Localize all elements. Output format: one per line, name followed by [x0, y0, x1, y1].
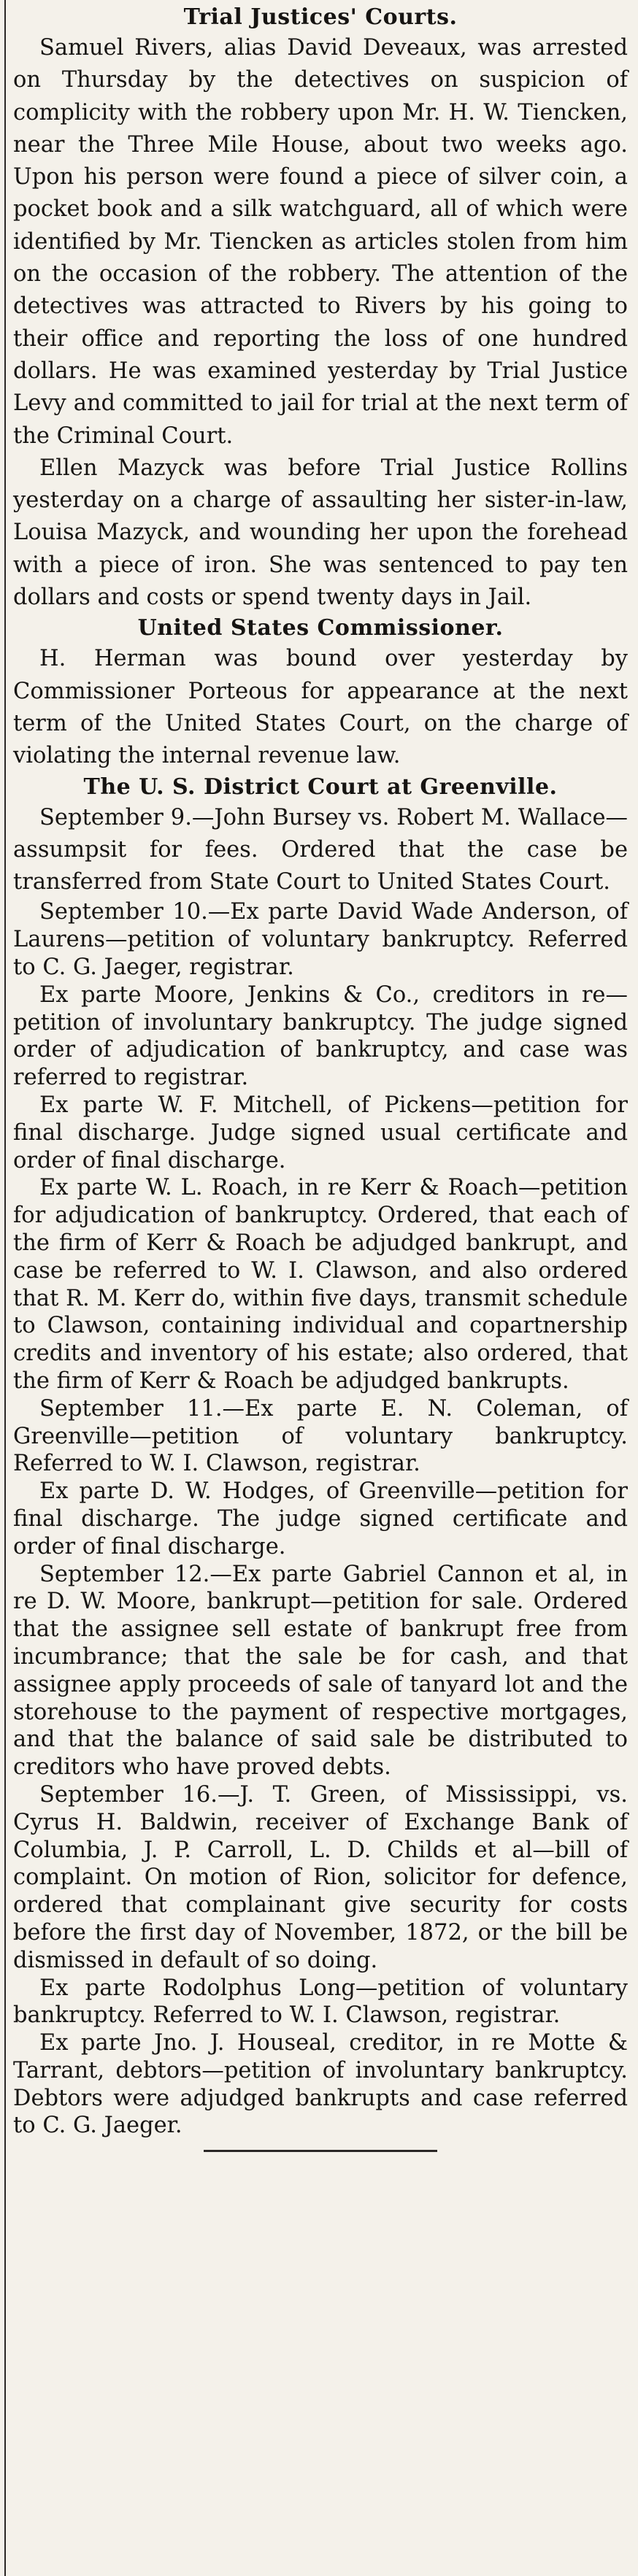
paragraph-september-16: September 16.—J. T. Green, of Mississippi, vs. Cyrus H. Baldwin, receiver of Exchange Bank of Columbia, J. P. Carroll, L. D. Childs et al—bill of complaint. On motion of Rion, solicitor for defence, ordered that complainant give security for costs before the first day of November, 1872, or the bill be dismissed in default of so doing.: [13, 1781, 628, 1973]
paragraph-roach: Ex parte W. L. Roach, in re Kerr & Roach—petition for adjudication of bankruptcy. Ordered, that each of the firm of Kerr & Roach be adjudged bankrupt, and case be referred to W. I. Clawson, and also ordered that R. M. Kerr do, within five days, transmit schedule to Clawson, containing individual and copartnership credits and inventory of his estate; also ordered, that the firm of Kerr & Roach be adjudged bankrupts.: [13, 1175, 628, 1394]
paragraph-september-10: September 10.—Ex parte David Wade Anderson, of Laurens—petition of voluntary bankruptcy. Referred to C. G. Jaeger, registrar.: [13, 899, 628, 981]
paragraph-september-9: September 9.—John Bursey vs. Robert M. Wallace—assumpsit for fees. Ordered that the case be transferred from State Court to United States Court.: [13, 804, 628, 895]
heading-district-court: The U. S. District Court at Greenville.: [83, 774, 558, 800]
paragraph-september-11: September 11.—Ex parte E. N. Coleman, of Greenville—petition of voluntary bankruptcy. Referred to W. I. Clawson, registrar.: [13, 1395, 628, 1477]
heading-us-commissioner: United States Commissioner.: [137, 615, 504, 641]
paragraph-hodges: Ex parte D. W. Hodges, of Greenville—petition for final discharge. The judge signed certificate and order of final discharge.: [13, 1478, 628, 1559]
paragraph-samuel-rivers: Samuel Rivers, alias David Deveaux, was arrested on Thursday by the detectives on suspicion of complicity with the robbery upon Mr. H. W. Tiencken, near the Three Mile House, about two weeks ago. Upon his person were found a piece of silver coin, a pocket book and a silk watchguard, all of which were identified by Mr. Tiencken as articles stolen from him on the occasion of the robbery. The attention of the detectives was attracted to Rivers by his going to their office and reporting the loss of one hundred dollars. He was examined yesterday by Trial Justice Levy and committed to jail for trial at the next term of the Criminal Court.: [13, 35, 628, 449]
newspaper-column: [13, 3, 628, 2152]
paragraph-h-herman: H. Herman was bound over yesterday by Commissioner Porteous for appearance at the next term of the United States Court, on the charge of violating the internal revenue law.: [13, 646, 628, 769]
paragraph-september-12: September 12.—Ex parte Gabriel Cannon et al, in re D. W. Moore, bankrupt—petition for sale. Ordered that the assignee sell estate of bankrupt free from incumbrance; that the sale be for cash, and that assignee apply proceeds of sale of tanyard lot and the storehouse to the payment of respective mortgages, and that the balance of said sale be distributed to creditors who have proved debts.: [13, 1561, 628, 1781]
paragraph-moore-jenkins: Ex parte Moore, Jenkins & Co., creditors in re—petition of involuntary bankruptcy. The judge signed order of adjudication of bankruptcy, and case was referred to registrar.: [13, 982, 628, 1091]
paragraph-rodolphus-long: Ex parte Rodolphus Long—petition of voluntary bankruptcy. Referred to W. I. Clawson, registrar.: [13, 1975, 628, 2029]
column-rule-left: [4, 0, 6, 2576]
paragraph-ellen-mazyck: Ellen Mazyck was before Trial Justice Rollins yesterday on a charge of assaulting her sister-in-law, Louisa Mazyck, and wounding her upon the forehead with a piece of iron. She was sentenced to pay ten dollars and costs or spend twenty days in Jail.: [13, 455, 628, 611]
paragraph-houseal: Ex parte Jno. J. Houseal, creditor, in re Motte & Tarrant, debtors—petition of involuntary bankruptcy. Debtors were adjudged bankrupts and case referred to C. G. Jaeger.: [13, 2030, 628, 2139]
paragraph-mitchell: Ex parte W. F. Mitchell, of Pickens—petition for final discharge. Judge signed usual certificate and order of final discharge.: [13, 1092, 628, 1173]
end-rule: [204, 2150, 437, 2152]
heading-trial-justices: Trial Justices' Courts.: [183, 4, 458, 30]
